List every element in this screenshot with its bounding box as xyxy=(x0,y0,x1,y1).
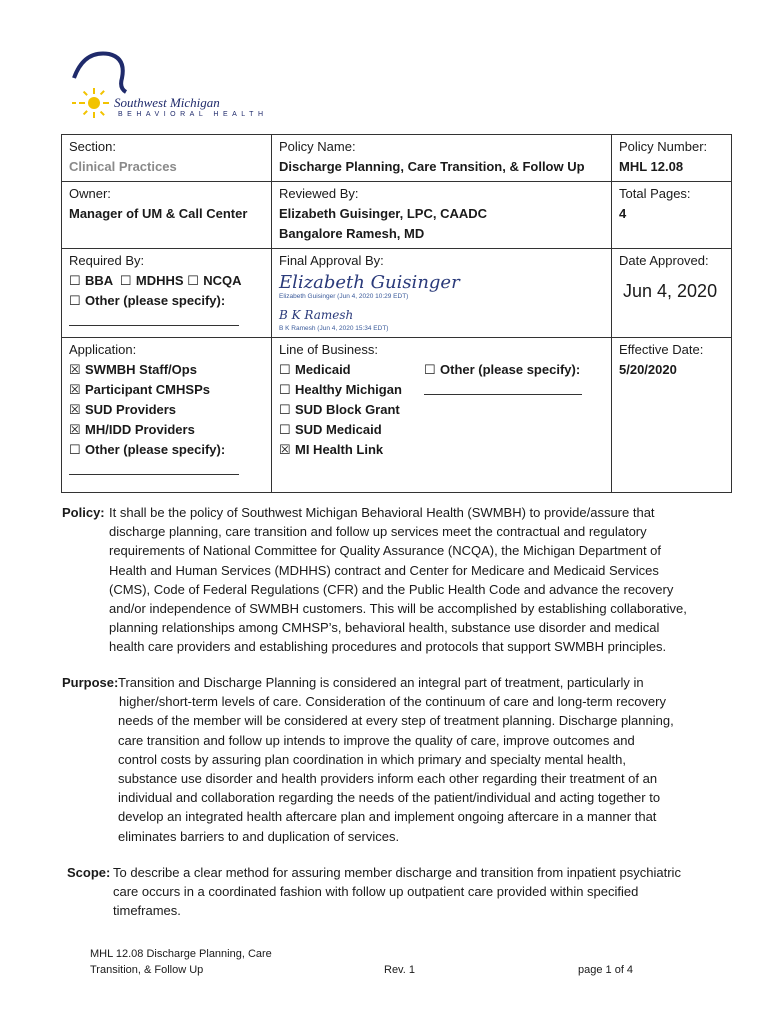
checkbox-lob-healthy-michigan[interactable]: ☐ xyxy=(279,382,291,397)
req-mdhhs-label: MDHHS xyxy=(135,273,184,288)
policy-line: (CMS), Code of Federal Regulations (CFR) and the Public Health Code and advance the recovery xyxy=(109,581,674,597)
scope-text xyxy=(113,863,681,921)
signature-1-stamp: Elizabeth Guisinger (Jun 4, 2020 10:29 EDT) xyxy=(279,293,409,300)
policy-line: discharge planning, care transition and follow up services meet the contractual and regulatory xyxy=(109,524,647,540)
policy-name-value: Discharge Planning, Care Transition, & Follow Up xyxy=(279,159,585,174)
app-item: MH/IDD Providers xyxy=(85,422,195,437)
policy-text xyxy=(109,503,687,657)
purpose-line: substance use disorder and health providers inform each other regarding their treatment of an xyxy=(118,771,658,787)
app-other-blank[interactable] xyxy=(69,460,239,475)
policy-line: planning relationships among CMHSP’s, behavioral health, substance use disorder and medical xyxy=(109,620,660,636)
scope-heading: Scope: xyxy=(67,865,111,880)
checkbox-lob-sud-medicaid[interactable]: ☐ xyxy=(279,422,291,437)
owner-cell xyxy=(62,182,272,249)
reviewer-2: Bangalore Ramesh, MD xyxy=(279,226,425,241)
reviewed-label: Reviewed By: xyxy=(279,186,359,201)
policy-line: health care providers and establishing procedures and protocols that support SWMBH principles. xyxy=(109,639,667,655)
policy-line: and/or independence of SWMBH customers. This will be accomplished by establishing collaborative, xyxy=(109,601,687,617)
checkbox-mdhhs[interactable]: ☐ xyxy=(119,273,132,288)
req-other-label: Other (please specify): xyxy=(85,293,226,308)
checkbox-app-other[interactable]: ☐ xyxy=(69,442,81,457)
purpose-line: eliminates barriers to and duplication of services. xyxy=(118,828,400,844)
app-item: Participant CMHSPs xyxy=(85,382,210,397)
policy-name-cell xyxy=(272,135,612,182)
effective-date-cell xyxy=(612,338,732,493)
signature-1: Elizabeth Guisinger xyxy=(279,272,460,293)
footer-doc-line: Transition, & Follow Up xyxy=(90,964,204,976)
policy-heading: Policy: xyxy=(62,505,105,520)
checkbox-lob-sud-block[interactable]: ☐ xyxy=(279,402,291,417)
purpose-line: control costs by assuring plan coordination in which primary and specialty mental health, xyxy=(118,751,626,767)
app-item: SWMBH Staff/Ops xyxy=(85,362,197,377)
effective-date-value: 5/20/2020 xyxy=(619,362,677,377)
owner-label: Owner: xyxy=(69,186,111,201)
app-item: Other (please specify): xyxy=(85,442,226,457)
footer-doc-title xyxy=(90,946,272,978)
footer-doc-line: MHL 12.08 Discharge Planning, Care xyxy=(90,948,272,960)
policy-line: Health and Human Services (MDHHS) contract and Center for Medicare and Medicaid Services xyxy=(109,562,659,578)
logo-tagline: BEHAVIORAL HEALTH xyxy=(118,111,268,118)
purpose-line: Transition and Discharge Planning is considered an integral part of treatment, particularly in xyxy=(118,675,644,690)
lob-other-blank[interactable] xyxy=(424,380,582,395)
req-other-blank[interactable] xyxy=(69,311,239,326)
checkbox-ncqa[interactable]: ☐ xyxy=(187,273,199,288)
lob-item: MI Health Link xyxy=(295,442,384,457)
app-item: SUD Providers xyxy=(85,402,177,417)
footer-revision: Rev. 1 xyxy=(384,964,415,976)
date-approved-value: Jun 4, 2020 xyxy=(623,281,718,301)
purpose-heading: Purpose: xyxy=(62,675,119,690)
section-value: Clinical Practices xyxy=(69,159,177,174)
scope-line: To describe a clear method for assuring member discharge and transition from inpatient psychiatric xyxy=(113,865,681,880)
reviewer-1: Elizabeth Guisinger, LPC, CAADC xyxy=(279,206,488,221)
checkbox-lob-mi-health-link[interactable]: ☒ xyxy=(279,442,291,457)
checkbox-app-mhidd[interactable]: ☒ xyxy=(69,422,81,437)
pages-label: Total Pages: xyxy=(619,186,691,201)
section-cell xyxy=(62,135,272,182)
signature-2-stamp: B K Ramesh (Jun 4, 2020 15:34 EDT) xyxy=(279,325,389,332)
date-approved-label: Date Approved: xyxy=(619,253,709,268)
reviewed-cell xyxy=(272,182,612,249)
lob-other-label: Other (please specify): xyxy=(440,362,581,377)
section-label: Section: xyxy=(69,139,116,154)
line-of-business-cell xyxy=(272,338,612,493)
checkbox-app-cmhsp[interactable]: ☒ xyxy=(69,382,81,397)
policy-line: requirements of National Committee for Quality Assurance (NCQA), the Michigan Department of xyxy=(109,543,662,559)
checkbox-bba[interactable]: ☐ xyxy=(69,273,81,288)
checkbox-lob-medicaid[interactable]: ☐ xyxy=(279,362,291,377)
purpose-line: individual and collaboration regarding the needs of the patient/individual and acting together to xyxy=(118,790,661,806)
checkbox-lob-other[interactable]: ☐ xyxy=(424,362,436,377)
purpose-text xyxy=(118,673,674,846)
purpose-line: higher/short-term levels of care. Consideration of the continuum of care and long-term recovery xyxy=(119,694,666,710)
purpose-line: needs of the member will be considered at every step of treatment planning. Discharge planning, xyxy=(118,713,674,729)
date-approved-cell xyxy=(612,249,732,338)
purpose-line: care transition and follow up intends to improve the quality of care, improve outcomes and xyxy=(118,732,635,748)
policy-number-value: MHL 12.08 xyxy=(619,159,684,174)
final-approval-cell xyxy=(272,249,612,338)
checkbox-app-sud[interactable]: ☒ xyxy=(69,402,81,417)
policy-header-table xyxy=(61,134,732,493)
footer-page-number: page 1 of 4 xyxy=(578,964,634,976)
req-bba-label: BBA xyxy=(85,273,113,288)
scope-line: timeframes. xyxy=(113,903,181,919)
req-ncqa-label: NCQA xyxy=(203,273,242,288)
owner-value: Manager of UM & Call Center xyxy=(69,206,248,221)
lob-item: Medicaid xyxy=(295,362,351,377)
required-label: Required By: xyxy=(69,253,145,268)
policy-name-label: Policy Name: xyxy=(279,139,356,154)
pages-cell xyxy=(612,182,732,249)
lob-item: SUD Block Grant xyxy=(295,402,400,417)
checkbox-app-swmbh[interactable]: ☒ xyxy=(69,362,81,377)
checkbox-req-other[interactable]: ☐ xyxy=(69,293,81,308)
policy-number-cell xyxy=(612,135,732,182)
lob-item: SUD Medicaid xyxy=(295,422,382,437)
final-approval-label: Final Approval By: xyxy=(279,253,384,268)
scope-line: care occurs in a coordinated fashion with follow up outpatient care provided within specified xyxy=(113,884,639,900)
lob-label: Line of Business: xyxy=(279,342,379,357)
purpose-line: develop an integrated health aftercare plan and implement ongoing aftercare in a manner that xyxy=(118,809,657,825)
policy-line: It shall be the policy of Southwest Michigan Behavioral Health (SWMBH) to provide/assure that xyxy=(109,505,655,520)
application-label: Application: xyxy=(69,342,137,357)
signature-2: B K Ramesh xyxy=(279,308,354,322)
application-cell xyxy=(62,338,272,493)
logo-name: Southwest Michigan xyxy=(114,95,220,110)
pages-value: 4 xyxy=(619,206,627,221)
required-cell xyxy=(62,249,272,338)
policy-number-label: Policy Number: xyxy=(619,139,708,154)
effective-date-label: Effective Date: xyxy=(619,342,704,357)
lob-item: Healthy Michigan xyxy=(295,382,402,397)
